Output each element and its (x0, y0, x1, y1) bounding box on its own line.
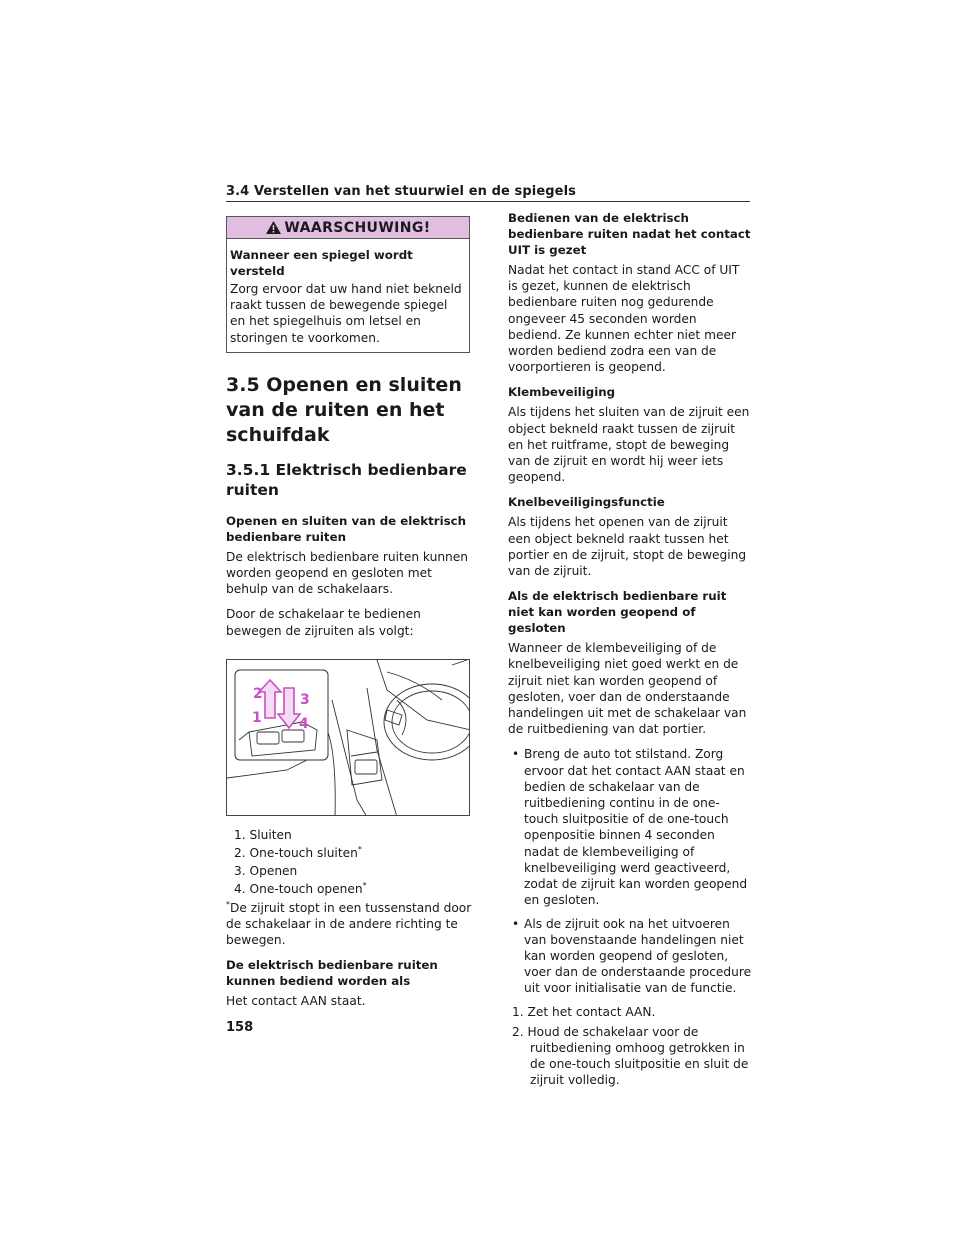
warning-box (226, 216, 470, 353)
switch-actions-list (234, 827, 472, 898)
section-title: 3.5 Openen en sluiten van de ruiten en het schuifdak (226, 373, 462, 446)
paragraph: Nadat het contact in stand ACC of UIT is gezet, kunnen de elektrisch bedienbare ruiten nog gedurende ongeveer 45 seconden worden bediend. Ze kunnen echter niet meer worden bediend zodra een van de voorportieren is geopend. (508, 263, 740, 375)
footnote: *De zijruit stopt in een tussenstand door de schakelaar in de andere richting te bewegen. (226, 899, 472, 948)
page-header (226, 180, 750, 202)
list-item: 4. One-touch openen* (234, 881, 367, 897)
paragraph: Het contact AAN staat. (226, 994, 366, 1009)
step-item: 1. Zet het contact AAN. (512, 1004, 656, 1019)
header-title: 3.4 Verstellen van het stuurwiel en de spiegels (226, 184, 576, 199)
warning-triangle-icon (265, 220, 282, 235)
paragraph: Door de schakelaar te bedienen bewegen de zijruiten als volgt: (226, 607, 421, 638)
bullet-item: • Als de zijruit ook na het uitvoeren van bovenstaande handelingen niet kan worden geopend of gesloten, voer dan de onderstaande procedure uit voor initialisatie van de functie. (512, 916, 752, 997)
heading-klem: Klembeveiliging (508, 385, 616, 400)
right-column (508, 210, 752, 1093)
heading-open-close: Openen en sluiten van de elektrisch bedienbare ruiten (226, 513, 467, 544)
list-item: 3. Openen (234, 864, 298, 879)
left-column (226, 216, 472, 1018)
page-number: 158 (226, 1020, 254, 1035)
list-item: 1. Sluiten (234, 827, 292, 842)
subsection-title: 3.5.1 Elektrisch bedienbare ruiten (226, 460, 467, 499)
heading-fail: Als de elektrisch bedienbare ruit niet kan worden geopend of gesloten (508, 589, 727, 636)
warning-title: WAARSCHUWING! (284, 219, 431, 236)
warning-body (227, 239, 469, 352)
steps-list (512, 1004, 752, 1089)
step-item: 2. Houd de schakelaar voor de ruitbediening omhoog getrokken in de one-touch sluitpositie en sluit de zijruit volledig. (512, 1024, 749, 1088)
heading-knel: Knelbeveiligingsfunctie (508, 495, 665, 510)
warning-bar (227, 217, 469, 239)
figure-label: 3 (300, 691, 310, 708)
footnote-mark: * (357, 844, 362, 854)
window-switch-illustration (226, 659, 470, 816)
paragraph: Wanneer de klembeveiliging of de knelbeveiliging niet goed werkt en de zijruit niet kan worden geopend of gesloten, voer dan de onderstaande handelingen uit met de schakelaar van de ruitbediening van dat portier. (508, 641, 747, 737)
warning-text: Zorg ervoor dat uw hand niet bekneld raakt tussen de bewegende spiegel en het spiegelhuis om letsel en storingen te voorkomen. (230, 282, 462, 345)
footnote-mark: * (362, 881, 367, 891)
figure-label: 1 (252, 709, 262, 726)
bullet-item: • Breng de auto tot stilstand. Zorg ervoor dat het contact AAN staat en bedien de schakelaar van de ruitbediening continu in de one-touch sluitpositie of de one-touch openpositie binnen 4 seconden nadat de klembeveiliging of knelbeveiliging werd geactiveerd, zodat de zijruit kan worden geopend en gesloten. (512, 746, 752, 908)
heading-operable: De elektrisch bedienbare ruiten kunnen bediend worden als (226, 958, 438, 989)
footnote-mark: * (226, 899, 230, 909)
paragraph: Als tijdens het openen van de zijruit een object bekneld raakt tussen het portier en de zijruit, stopt de beweging van de zijruit. (508, 515, 747, 579)
list-item: 2. One-touch sluiten* (234, 844, 362, 861)
paragraph: Als tijdens het sluiten van de zijruit een object bekneld raakt tussen de zijruit en het ruitframe, stopt de beweging van de zijruit en wordt hij weer iets geopend. (508, 405, 750, 485)
bullet-list (512, 746, 752, 996)
heading-after-off: Bedienen van de elektrisch bedienbare ruiten nadat het contact UIT is gezet (508, 211, 751, 257)
warning-heading: Wanneer een spiegel wordt versteld (230, 248, 413, 278)
figure-label: 4 (299, 715, 309, 732)
paragraph: De elektrisch bedienbare ruiten kunnen worden geopend en gesloten met behulp van de schakelaars. (226, 549, 468, 597)
figure-label: 2 (253, 685, 263, 702)
illustration-drawing (227, 660, 470, 816)
